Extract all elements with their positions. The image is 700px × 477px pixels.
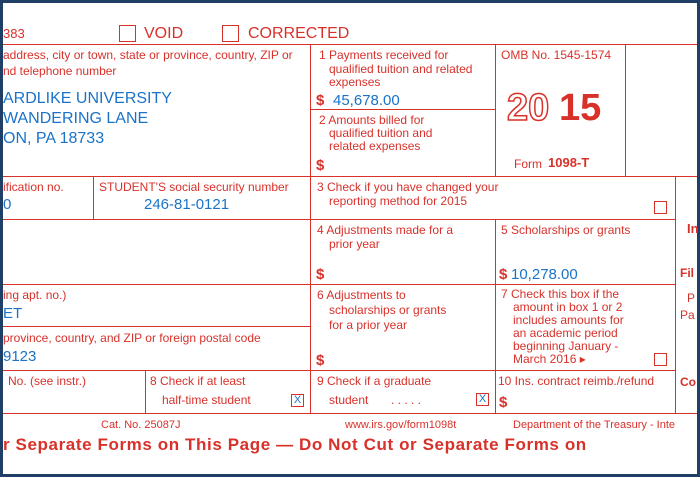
box5-value[interactable]: 10,278.00 — [511, 266, 578, 283]
box10-dollar: $ — [499, 394, 508, 411]
box5-divider — [495, 219, 496, 413]
filer-id-value: 0 — [3, 196, 12, 213]
filer-name: ARDLIKE UNIVERSITY — [3, 90, 172, 107]
footer-banner: r Separate Forms on This Page — Do Not Cut or Separate Forms on — [3, 435, 587, 454]
filer-city: ON, PA 18733 — [3, 130, 105, 147]
box7-checkbox[interactable] — [654, 353, 667, 366]
box6-label-line1: 6 Adjustments to — [317, 288, 406, 302]
box6-dollar: $ — [316, 352, 325, 369]
box8-label-line2: half-time student — [162, 393, 251, 407]
treasury-dept: Department of the Treasury - Inte — [513, 419, 676, 431]
box7-label-line4: an academic period — [513, 326, 618, 340]
box8-divider — [145, 370, 146, 413]
student-city-value: 9123 — [3, 348, 37, 365]
box7-label-line1: 7 Check this box if the — [501, 287, 620, 301]
top-rule — [3, 44, 697, 45]
filer-id-label: ification no. — [3, 180, 64, 194]
year-outline: 20 — [507, 87, 550, 129]
filer-label-line2: nd telephone number — [3, 64, 117, 78]
mid-divider — [310, 44, 311, 413]
student-address-label: ing apt. no.) — [3, 288, 67, 302]
box2-label-line3: related expenses — [329, 139, 421, 153]
right-edge-divider — [675, 176, 676, 413]
form-name: 1098-T — [548, 155, 590, 170]
box5-dollar: $ — [499, 266, 508, 283]
student-city-label: province, country, and ZIP or foreign postal code — [3, 331, 261, 345]
box6-label-line3: for a prior year — [329, 318, 408, 332]
box3-checkbox[interactable] — [654, 201, 667, 214]
student-address-value: ET — [3, 305, 23, 322]
right-edge-text1: In — [687, 221, 699, 236]
box4-dollar: $ — [316, 266, 325, 283]
corrected-label: CORRECTED — [248, 25, 350, 42]
box10-label: 10 Ins. contract reimb./refund — [498, 374, 655, 388]
box2-label-line2: qualified tuition and — [329, 126, 433, 140]
corrected-checkbox[interactable] — [222, 25, 239, 42]
void-checkbox[interactable] — [119, 25, 136, 42]
box7-label-line2: amount in box 1 or 2 — [513, 300, 623, 314]
omb-number: OMB No. 1545-1574 — [501, 48, 612, 62]
box2-dollar: $ — [316, 157, 325, 174]
year-solid: 15 — [559, 87, 602, 129]
box9-checkbox[interactable]: X — [476, 393, 489, 406]
box4-label-line2: prior year — [329, 237, 380, 251]
omb-right-divider — [625, 44, 626, 176]
cat-number: Cat. No. 25087J — [101, 419, 181, 431]
box1-label-line3: expenses — [329, 75, 381, 89]
form-1098t — [3, 3, 697, 474]
account-label: No. (see instr.) — [8, 374, 87, 388]
omb-divider — [495, 44, 496, 176]
student-ssn-label: STUDENT'S social security number — [99, 180, 289, 194]
row3-rule — [3, 219, 675, 220]
filer-label-line1: address, city or town, state or province, country, ZIP or — [3, 48, 293, 62]
box8-label-line1: 8 Check if at least — [150, 374, 246, 388]
ssn-divider — [93, 176, 94, 219]
right-edge-text5: Co — [680, 375, 696, 389]
box1-label-line2: qualified tuition and related — [329, 62, 473, 76]
box2-label-line1: 2 Amounts billed for — [319, 113, 425, 127]
box1-value[interactable]: 45,678.00 — [333, 92, 400, 109]
box9-label-line1: 9 Check if a graduate — [317, 374, 432, 388]
right-edge-text2: Fil — [680, 266, 694, 280]
address-rule — [3, 326, 310, 327]
student-ssn-value[interactable]: 246-81-0121 — [144, 196, 230, 213]
box7-label-line3: includes amounts for — [513, 313, 624, 327]
row2-rule — [3, 176, 697, 177]
box3-label-line2: reporting method for 2015 — [329, 194, 468, 208]
box4-label-line1: 4 Adjustments made for a — [317, 223, 454, 237]
form-number-partial: 383 — [3, 26, 25, 41]
filer-street: WANDERING LANE — [3, 110, 149, 127]
form-prefix: Form — [514, 157, 542, 171]
right-edge-text4: Pa — [680, 308, 695, 322]
box6-label-line2: scholarships or grants — [329, 303, 447, 317]
box7-label-line6: March 2016 ▸ — [513, 352, 586, 366]
row4-rule — [3, 284, 675, 285]
box9-dots: . . . . . — [391, 393, 422, 407]
row5-rule — [3, 370, 675, 371]
irs-url: www.irs.gov/form1098t — [345, 419, 457, 431]
box1-dollar: $ — [316, 92, 325, 109]
right-edge-text3: P — [687, 291, 696, 305]
box3-label-line1: 3 Check if you have changed your — [317, 180, 499, 194]
bottom-rule — [3, 413, 697, 414]
box1-label-line1: 1 Payments received for — [319, 48, 449, 62]
box7-label-line5: beginning January - — [513, 339, 619, 353]
box5-label: 5 Scholarships or grants — [501, 223, 631, 237]
box9-label-line2: student — [329, 393, 369, 407]
void-label: VOID — [144, 25, 184, 42]
box8-checkbox[interactable]: X — [291, 394, 304, 407]
